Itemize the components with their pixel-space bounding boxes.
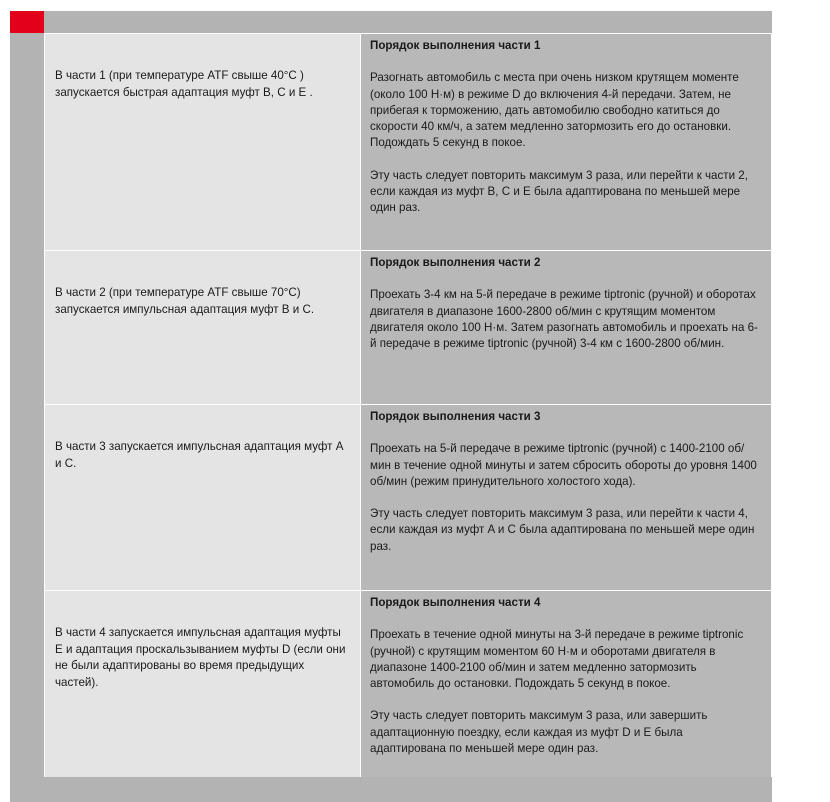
row-description: В части 4 запускается импульсная адаптация муфты E и адаптация проскальзыванием муфты D (если они не были адаптированы во время предыдущих частей). [55, 626, 346, 689]
row-procedure-cell [361, 591, 772, 778]
procedure-paragraph: Эту часть следует повторить максимум 3 раза, или завершить адаптационную поездку, если каждая из муфт D и E была адаптирована по меньшей мере один раз. [370, 709, 708, 756]
table-row [45, 405, 772, 591]
table-row [45, 34, 772, 251]
procedure-header: Порядок выполнения части 3 [370, 410, 541, 423]
procedure-paragraph: Проехать 3-4 км на 5-й передаче в режиме tiptronic (ручной) и оборотах двигателя в диапазоне 1600-2800 об/мин с крутящим моментом двигателя около 100 Н·м. Затем разогнать автомобиль и проехать на 6-й передаче в режиме tiptronic (ручной) 3-4 км с 1600-2800 об/мин. [370, 288, 758, 351]
row-description-cell [45, 405, 361, 591]
table-row [45, 591, 772, 778]
row-description: В части 2 (при температуре ATF свыше 70°C) запускается импульсная адаптация муфт B и C. [55, 286, 315, 316]
row-procedure-cell [361, 251, 772, 405]
procedure-header: Порядок выполнения части 2 [370, 256, 541, 269]
row-description-cell [45, 251, 361, 405]
bottom-frame-bar [44, 777, 772, 802]
procedure-paragraph: Проехать в течение одной минуты на 3-й передаче в режиме tiptronic (ручной) с крутящим моментом 60 Н·м и оборотами двигателя в диапазоне 1400-2100 об/мин и затем медленно затормозить автомобиль до остановки. Подождать 5 секунд в покое. [370, 628, 744, 691]
row-procedure-cell [361, 34, 772, 251]
adaptation-steps-table [44, 33, 772, 778]
top-frame-bar [44, 11, 772, 33]
row-description-cell [45, 34, 361, 251]
procedure-header: Порядок выполнения части 1 [370, 39, 541, 52]
left-frame-strip [10, 33, 44, 802]
red-corner-marker [10, 11, 44, 33]
procedure-paragraph: Эту часть следует повторить максимум 3 раза, или перейти к части 2, если каждая из муфт B, C и E была адаптирована по меньшей мере один раз. [370, 168, 748, 215]
table-row [45, 251, 772, 405]
procedure-paragraph: Проехать на 5-й передаче в режиме tiptronic (ручной) с 1400-2100 об/мин в течение одной минуты и затем сбросить обороты до уровня 1400 об/мин (режим принудительного холостого хода). [370, 442, 757, 488]
procedure-header: Порядок выполнения части 4 [370, 596, 541, 609]
row-description: В части 3 запускается импульсная адаптация муфт A и C. [55, 440, 343, 470]
procedure-paragraph: Эту часть следует повторить максимум 3 раза, или перейти к части 4, если каждая из муфт A и C была адаптирована по меньшей мере один раз. [370, 507, 755, 553]
row-procedure-cell [361, 405, 772, 591]
procedure-paragraph: Разогнать автомобиль с места при очень низком крутящем моменте (около 100 Н·м) в режиме D до включения 4-й передачи. Затем, не прибегая к торможению, дать автомобилю свободно катиться до скорости 40 км/ч, а затем медленно затормозить его до остановки. Подождать 5 секунд в покое. [370, 71, 739, 150]
row-description: В части 1 (при температуре ATF свыше 40°C ) запускается быстрая адаптация муфт B, C и E . [55, 69, 313, 99]
row-description-cell [45, 591, 361, 778]
